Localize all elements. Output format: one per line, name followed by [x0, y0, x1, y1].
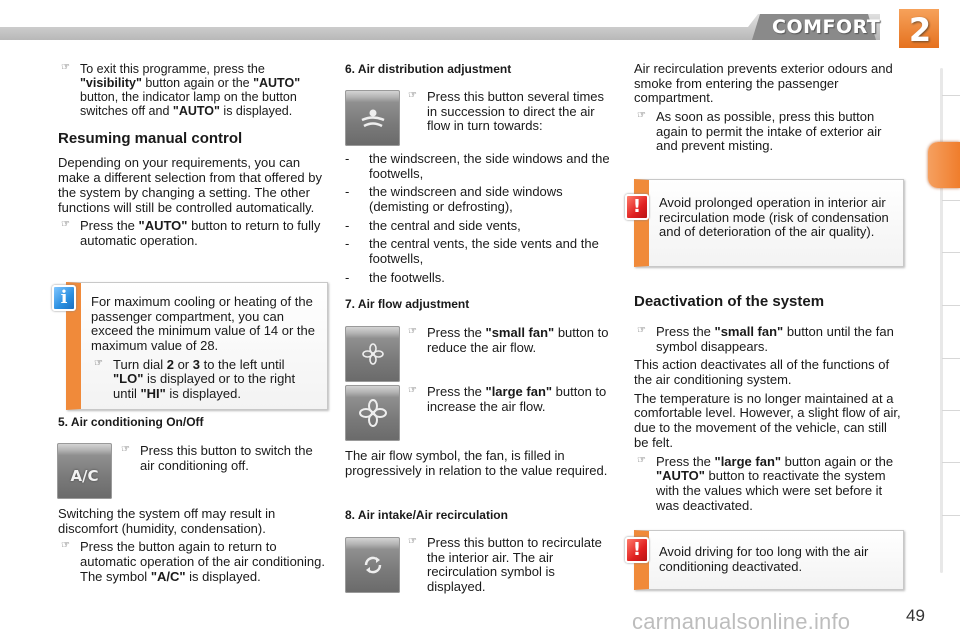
turn-text-3: to the left until: [199, 356, 285, 372]
warning-2-text: Avoid driving for too long with the air conditioning deactivated.: [659, 544, 869, 574]
distribution-option: - the central and side vents,: [345, 219, 617, 234]
deactivation-paragraph-2: The temperature is no longer maintained at a comfortable level. However, a slight flow of air, due to the movement of the vehicle, can still be felt.: [634, 390, 901, 450]
resuming-paragraph: Depending on your requirements, you can make a different selection from that offered by the system by changing a setting. The other functions will still be controlled automatically.: [58, 155, 322, 215]
small-fan-icon: [362, 343, 384, 365]
exit-text-3: button, the indicator lamp on the button switches off and: [80, 90, 297, 119]
exit-text-1: To exit this programme, press the: [80, 62, 265, 76]
reactivation-bold-1: "large fan": [714, 453, 782, 469]
tab-divider: [942, 95, 960, 96]
ac-again-instruction: [58, 540, 326, 584]
tab-divider: [942, 410, 960, 411]
exit-bold-1: "visibility": [80, 76, 142, 91]
header-bar: [0, 0, 960, 48]
recirculation-button-image: [345, 537, 400, 593]
distribution-option: - the footwells.: [345, 271, 617, 286]
page-number: 49: [906, 606, 925, 625]
resuming-title: Resuming manual control: [58, 129, 243, 147]
recirculation-icon: [361, 553, 385, 577]
ac-again-bold: "A/C": [150, 568, 186, 584]
asap-instruction: [634, 110, 904, 154]
small-fan-button-image: [345, 326, 400, 382]
exit-bold-2: "AUTO": [253, 76, 301, 91]
watermark: carmanualsonline.info: [632, 609, 851, 634]
distribution-press-instruction: [405, 90, 617, 134]
pointing-hand-icon: ☞: [61, 540, 70, 552]
chapter-title: COMFORT: [772, 16, 881, 38]
reactivation-text-1: Press the: [656, 453, 715, 469]
exit-programme-instruction: [58, 62, 326, 119]
distribution-options-list: [345, 152, 617, 290]
reactivation-text-2: button again or the: [781, 453, 894, 469]
pointing-hand-icon: ☞: [121, 444, 130, 455]
tab-divider: [942, 462, 960, 463]
ac-button-image: [57, 443, 112, 499]
distribution-press-text: Press this button several times in succession to direct the air flow in turn towards:: [427, 89, 605, 134]
tab-divider: [942, 515, 960, 516]
ac-section-title: 5. Air conditioning On/Off: [58, 415, 204, 429]
exit-bold-3: "AUTO": [172, 104, 220, 119]
warning-1-text: Avoid prolonged operation in interior air recirculation mode (risk of condensation and of deterioration of the air quality).: [659, 195, 889, 240]
exit-text-2: button again or the: [141, 76, 254, 91]
large-fan-button-image: [345, 385, 400, 441]
turn-bold-1: 2: [166, 356, 174, 372]
reactivation-instruction: [634, 455, 904, 514]
recirculation-title: 8. Air intake/Air recirculation: [345, 508, 508, 522]
info-badge-icon: i: [52, 285, 76, 311]
resuming-instruction: [58, 219, 326, 248]
air-distribution-icon: [358, 107, 388, 129]
tab-divider: [942, 200, 960, 201]
deactivation-text-2: button until the fan symbol disappears.: [656, 324, 894, 354]
warning-badge-icon: !: [625, 194, 649, 220]
asap-text: As soon as possible, press this button again to permit the intake of exterior air and prevent misting.: [656, 109, 882, 154]
recirculation-press-text: Press this button to recirculate the interior air. The air recirculation symbol is displayed.: [427, 535, 602, 595]
large-fan-bold: "large fan": [485, 384, 553, 399]
turn-bold-3: "LO": [113, 371, 144, 387]
large-fan-icon: [359, 399, 387, 427]
ac-press-text: Press this button to switch the air conditioning off.: [140, 443, 313, 473]
distribution-option: - the windscreen and side windows (demisting or defrosting),: [345, 185, 617, 214]
deactivation-paragraph-1: This action deactivates all of the functions of the air conditioning system.: [634, 357, 890, 388]
small-fan-bold: "small fan": [485, 325, 555, 340]
pointing-hand-icon: ☞: [637, 325, 646, 336]
reactivation-bold-2: "AUTO": [656, 468, 705, 484]
distribution-option: - the central vents, the side vents and the footwells,: [345, 237, 617, 266]
recirculation-instruction: [405, 536, 617, 595]
info-paragraph: For maximum cooling or heating of the passenger compartment, you can exceed the minimum value of 14 or the maximum value of 28.: [91, 294, 316, 354]
recirculation-intro: Air recirculation prevents exterior odours and smoke from entering the passenger compartment.: [634, 61, 893, 106]
warning-note-box-2: [634, 530, 904, 590]
pointing-hand-icon: ☞: [408, 385, 417, 396]
pointing-hand-icon: ☞: [61, 219, 70, 231]
pointing-hand-icon: ☞: [408, 90, 417, 101]
distribution-button-image: [345, 90, 400, 146]
deactivation-section: [634, 325, 904, 517]
pointing-hand-icon: ☞: [408, 536, 417, 547]
exit-text-4: is displayed.: [219, 104, 293, 119]
turn-text-1: Turn dial: [113, 356, 167, 372]
deactivation-bold: "small fan": [714, 324, 784, 339]
ac-button-label: A/C: [70, 466, 99, 485]
turn-text-2: or: [173, 356, 193, 372]
resuming-press-2: button to return to fully automatic operation.: [80, 218, 321, 248]
large-fan-text-2: button to increase the air flow.: [427, 384, 607, 414]
pointing-hand-icon: ☞: [94, 357, 103, 369]
deactivation-instruction: [634, 325, 904, 354]
pointing-hand-icon: ☞: [637, 110, 646, 122]
distribution-option: - the windscreen, the side windows and the footwells,: [345, 152, 617, 181]
pointing-hand-icon: ☞: [637, 454, 646, 466]
turn-text-5: is displayed.: [165, 386, 241, 402]
flow-paragraph: The air flow symbol, the fan, is filled in progressively in relation to the value required.: [345, 448, 608, 478]
active-chapter-tab[interactable]: [928, 142, 960, 188]
tab-divider: [942, 305, 960, 306]
resuming-press-1: Press the: [80, 218, 139, 234]
turn-bold-4: "HI": [140, 386, 166, 402]
pointing-hand-icon: ☞: [408, 326, 417, 337]
info-note-box: [66, 282, 328, 410]
tab-divider: [942, 252, 960, 253]
small-fan-text-1: Press the: [427, 325, 486, 340]
deactivation-title: Deactivation of the system: [634, 293, 825, 310]
column-left: [58, 62, 326, 253]
resuming-press-bold: "AUTO": [138, 218, 188, 234]
chapter-number: 2: [908, 11, 932, 49]
turn-text-4: is displayed or to the right until: [113, 371, 296, 402]
ac-notes: [58, 507, 326, 588]
small-fan-instruction: [405, 326, 617, 355]
reactivation-text-3: button to reactivate the system with the values which were set before it was deactivated.: [656, 468, 886, 513]
switching-paragraph: Switching the system off may result in discomfort (humidity, condensation).: [58, 506, 276, 536]
warning-note-box-1: [634, 179, 904, 267]
small-fan-text-2: button to reduce the air flow.: [427, 325, 609, 355]
distribution-title: 6. Air distribution adjustment: [345, 62, 512, 76]
info-turn-instruction: [91, 358, 317, 402]
pointing-hand-icon: ☞: [61, 62, 70, 73]
ac-again-text-1: Press the button again to return to automatic operation of the air conditioning. The symbol: [80, 539, 325, 584]
ac-again-text-2: is displayed.: [185, 568, 261, 584]
turn-bold-2: 3: [192, 356, 200, 372]
tab-divider: [942, 358, 960, 359]
ac-press-instruction: [118, 444, 328, 473]
deactivation-text-1: Press the: [656, 324, 715, 339]
column-right: [634, 62, 904, 158]
flow-title: 7. Air flow adjustment: [345, 297, 470, 311]
large-fan-instruction: [405, 385, 617, 414]
chapter-tab-strip: [928, 60, 960, 580]
warning-badge-icon: !: [625, 537, 649, 563]
large-fan-text-1: Press the: [427, 384, 486, 399]
